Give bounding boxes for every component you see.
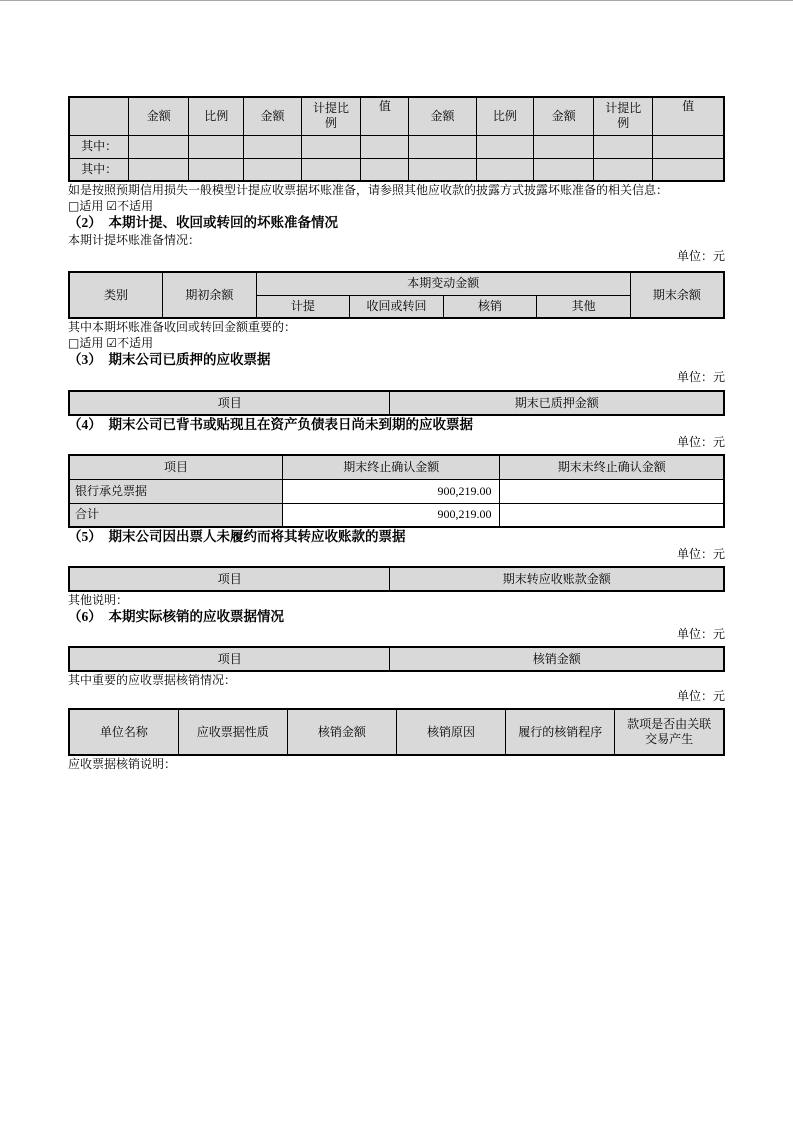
checkbox-checked-icon: ☑: [106, 199, 118, 213]
header-cell-recovery: 收回或转回: [350, 295, 444, 318]
table-header-row: [69, 709, 724, 755]
provision-change-table: [68, 271, 725, 319]
header-cell-writeoff-reason: 核销原因: [396, 709, 505, 755]
header-cell-closing-balance: 期末余额: [630, 272, 724, 318]
section-5-heading: （5） 期末公司因出票人未履约而将其转应收账款的票据: [68, 529, 406, 544]
table-header-row: [69, 272, 724, 295]
header-cell-writeoff-procedure: 履行的核销程序: [506, 709, 615, 755]
row-label-cell: 其中：: [69, 158, 129, 181]
header-cell-other: 其他: [537, 295, 631, 318]
not-applicable-label: 不适用: [117, 336, 154, 350]
header-cell-transferred-amount: 期末转应收账款金额: [390, 567, 724, 591]
header-cell-value: 值: [653, 97, 724, 135]
pledged-notes-table: [68, 390, 725, 416]
empty-cell: [653, 158, 724, 181]
header-cell-pledged-amount: 期末已质押金额: [390, 391, 724, 415]
empty-cell: [534, 158, 594, 181]
section-2-heading: （2） 本期计提、收回或转回的坏账准备情况: [68, 215, 338, 230]
header-cell-change-group: 本期变动金额: [256, 272, 630, 295]
section-2-note2: 其中本期坏账准备收回或转回金额重要的：: [68, 320, 297, 334]
table-row: [69, 479, 724, 503]
header-cell-not-derecognized: 期末未终止确认金额: [500, 455, 724, 479]
header-cell-blank: [69, 97, 129, 135]
unit-label: 单位：元: [676, 249, 725, 263]
header-cell-item: 项目: [69, 455, 283, 479]
empty-cell: [129, 158, 189, 181]
empty-cell: [244, 135, 301, 158]
empty-cell: [189, 158, 244, 181]
writeoff-notes-table: [68, 646, 725, 672]
page-top-edge: [0, 0, 793, 1]
header-cell-value: 值: [361, 97, 409, 135]
row-label-cell: 其中：: [69, 135, 129, 158]
table-header-row: [69, 97, 724, 135]
continuation-table: [68, 96, 725, 182]
important-writeoff-table: [68, 708, 725, 756]
row-label-cell: 合计: [69, 503, 283, 527]
amount-cell: 900,219.00: [283, 479, 500, 503]
empty-cell: [500, 503, 724, 527]
empty-cell: [301, 158, 361, 181]
table-row: [69, 135, 724, 158]
applicable-label: 适用: [79, 199, 104, 213]
header-cell-opening-balance: 期初余额: [163, 272, 257, 318]
header-cell-ratio: 比例: [189, 97, 244, 135]
header-cell-category: 类别: [69, 272, 163, 318]
header-cell-item: 项目: [69, 647, 390, 671]
unit-label: 单位：元: [676, 547, 725, 561]
empty-cell: [361, 158, 409, 181]
header-cell-accrual: 计提: [256, 295, 350, 318]
header-cell-derecognized: 期末终止确认金额: [283, 455, 500, 479]
header-cell-provision-ratio: 计提比例: [301, 97, 361, 135]
empty-cell: [476, 135, 534, 158]
empty-cell: [189, 135, 244, 158]
empty-cell: [653, 135, 724, 158]
section-6-heading: （6） 本期实际核销的应收票据情况: [68, 609, 284, 624]
empty-cell: [594, 135, 653, 158]
header-cell-amount: 金额: [129, 97, 189, 135]
section-6-footer-note: 应收票据核销说明：: [68, 757, 177, 771]
empty-cell: [534, 135, 594, 158]
empty-cell: [594, 158, 653, 181]
section-5-note: 其他说明：: [68, 593, 129, 607]
header-cell-writeoff-amount: 核销金额: [287, 709, 396, 755]
empty-cell: [301, 135, 361, 158]
table-header-row: [69, 455, 724, 479]
checkbox-unchecked-icon: □: [68, 199, 80, 213]
empty-cell: [409, 158, 476, 181]
table-header-row: [69, 567, 724, 591]
section-3-heading: （3） 期末公司已质押的应收票据: [68, 352, 271, 367]
transferred-notes-table: [68, 566, 725, 592]
section-4-heading: （4） 期末公司已背书或贴现且在资产负债表日尚未到期的应收票据: [68, 417, 473, 432]
amount-cell: 900,219.00: [283, 503, 500, 527]
checkbox-unchecked-icon: □: [68, 336, 80, 350]
table-header-row: [69, 647, 724, 671]
not-applicable-label: 不适用: [117, 199, 154, 213]
empty-cell: [500, 479, 724, 503]
empty-cell: [129, 135, 189, 158]
applicable-label: 适用: [79, 336, 104, 350]
header-cell-amount: 金额: [409, 97, 476, 135]
checkbox-checked-icon: ☑: [106, 336, 118, 350]
empty-cell: [361, 135, 409, 158]
applicability-line: [68, 198, 725, 214]
header-cell-related-party: 款项是否由关联交易产生: [615, 709, 724, 755]
row-label-cell: 银行承兑票据: [69, 479, 283, 503]
header-cell-entity-name: 单位名称: [69, 709, 178, 755]
header-cell-ratio: 比例: [476, 97, 534, 135]
unit-label: 单位：元: [676, 689, 725, 703]
intro-note: 如是按照预期信用损失一般模型计提应收票据坏账准备，请参照其他应收款的披露方式披露坏账准备的相关信息：: [68, 183, 669, 197]
empty-cell: [409, 135, 476, 158]
header-cell-amount: 金额: [534, 97, 594, 135]
endorsed-notes-table: [68, 454, 725, 528]
section-6-note: 其中重要的应收票据核销情况：: [68, 673, 237, 687]
applicability-line: [68, 335, 725, 351]
header-cell-note-nature: 应收票据性质: [178, 709, 287, 755]
table-header-row: [69, 391, 724, 415]
unit-label: 单位：元: [676, 627, 725, 641]
header-cell-item: 项目: [69, 567, 390, 591]
header-cell-writeoff-amount: 核销金额: [390, 647, 724, 671]
header-cell-item: 项目: [69, 391, 390, 415]
empty-cell: [476, 158, 534, 181]
header-cell-writeoff: 核销: [443, 295, 537, 318]
table-row-total: [69, 503, 724, 527]
header-cell-provision-ratio: 计提比例: [594, 97, 653, 135]
unit-label: 单位：元: [676, 370, 725, 384]
header-cell-amount: 金额: [244, 97, 301, 135]
section-2-note: 本期计提坏账准备情况：: [68, 233, 201, 247]
table-row: [69, 158, 724, 181]
unit-label: 单位：元: [676, 435, 725, 449]
empty-cell: [244, 158, 301, 181]
